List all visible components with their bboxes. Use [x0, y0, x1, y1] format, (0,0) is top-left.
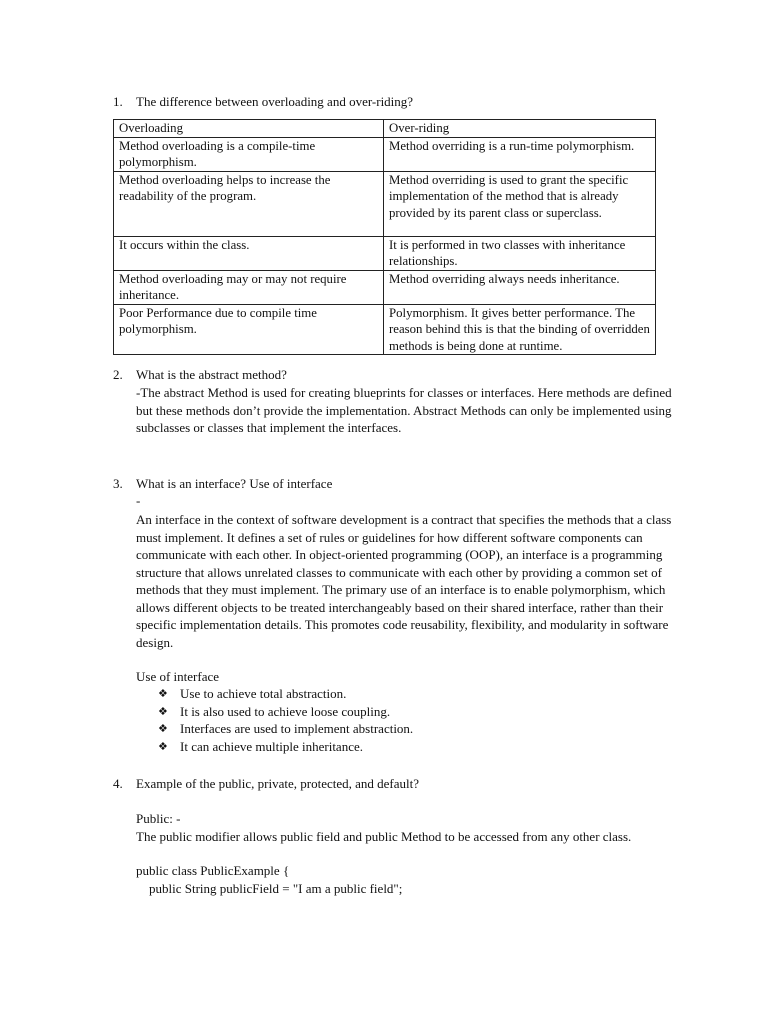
q1-number: 1. — [113, 94, 123, 109]
table-row — [114, 304, 656, 355]
table-row — [114, 171, 656, 236]
table-cell: Polymorphism. It gives better performance. The reason behind this is that the binding of overridden methods is being done at runtime. — [384, 304, 656, 355]
diamond-bullet-icon: ❖ — [158, 704, 168, 718]
q3-dash: - — [136, 493, 141, 508]
diamond-bullet-icon: ❖ — [158, 722, 168, 735]
code-example — [136, 862, 402, 898]
table-cell: It occurs within the class. — [114, 236, 384, 270]
diamond-bullet-icon: ❖ — [158, 739, 168, 753]
public-description: The public modifier allows public field and public Method to be accessed from any other class. — [136, 829, 632, 844]
q2-answer: -The abstract Method is used for creating blueprints for classes or interfaces. Here methods are defined but these methods don’t provide the implementation. Abstract Methods can only be implemented using subclasses or classes that implement the interfaces. — [136, 385, 672, 435]
list-item — [158, 720, 413, 738]
diamond-bullet-icon: ❖ — [158, 687, 168, 700]
table-cell: Method overloading may or may not require inheritance. — [114, 270, 384, 304]
uses-heading: Use of interface — [136, 669, 220, 684]
table-cell: Method overloading is a compile-time polymorphism. — [114, 137, 384, 171]
table-cell: Method overloading helps to increase the readability of the program. — [114, 171, 384, 236]
public-heading: Public: - — [136, 811, 181, 826]
table-cell: Method overriding always needs inheritance. — [384, 270, 656, 304]
table-header-row — [114, 120, 656, 138]
q3-number: 3. — [113, 476, 123, 491]
uses-list — [158, 685, 413, 755]
code-line: public String publicField = "I am a public field"; — [136, 881, 403, 896]
list-item-text: Interfaces are used to implement abstraction. — [180, 721, 414, 736]
list-item — [158, 685, 413, 703]
q2-question: What is the abstract method? — [136, 367, 287, 382]
table-header-cell: Overloading — [114, 120, 384, 138]
table-row — [114, 236, 656, 270]
q1-question: The difference between overloading and over-riding? — [136, 94, 414, 109]
q4-number: 4. — [113, 776, 123, 791]
table-row — [114, 270, 656, 304]
comparison-table — [113, 119, 656, 355]
code-line: public class PublicExample { — [136, 863, 290, 878]
list-item-text: It can achieve multiple inheritance. — [180, 738, 363, 754]
list-item — [158, 738, 413, 756]
q4-question: Example of the public, private, protected, and default? — [136, 776, 419, 791]
q3-question: What is an interface? Use of interface — [136, 476, 333, 491]
list-item-text: Use to achieve total abstraction. — [180, 686, 347, 701]
q2-number: 2. — [113, 367, 123, 382]
q3-answer: An interface in the context of software development is a contract that specifies the methods that a class must implement. It defines a set of rules or guidelines for how different software components can communicate with each other. In object-oriented programming (OOP), an interface is a programming structure that allows unrelated classes to communicate with each other by providing a common set of methods that they must implement. The primary use of an interface is to enable polymorphism, which allows different objects to be treated interchangeably based on their shared interface, rather than their specific implementation details. This promotes code reusability, flexibility, and modularity in software design. — [136, 512, 672, 650]
table-row — [114, 137, 656, 171]
table-cell: It is performed in two classes with inheritance relationships. — [384, 236, 656, 270]
table-header-cell: Over-riding — [384, 120, 656, 138]
list-item-text: It is also used to achieve loose coupling. — [180, 703, 391, 719]
table-cell: Method overriding is a run-time polymorphism. — [384, 137, 656, 171]
list-item — [158, 703, 413, 721]
table-cell: Method overriding is used to grant the specific implementation of the method that is already provided by its parent class or superclass. — [384, 171, 656, 236]
table-cell: Poor Performance due to compile time polymorphism. — [114, 304, 384, 355]
